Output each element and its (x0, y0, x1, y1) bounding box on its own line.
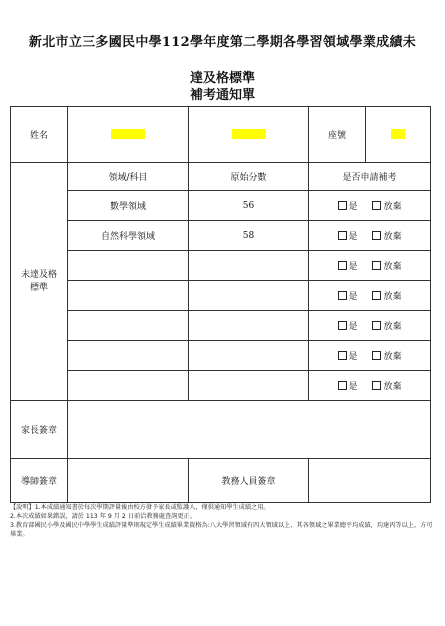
no-option[interactable]: 放棄 (372, 199, 401, 212)
subject-cell (68, 251, 189, 281)
score-cell (189, 311, 309, 341)
no-option[interactable]: 放棄 (372, 349, 401, 362)
apply-cell (309, 191, 431, 221)
note-line-3: 3.教育部國民小學及國民中學學生成績評量準則規定學生成績畢業資格為:八大學習領域有四大領域以上，其各領域之畢業總平均成績，均達丙等以上，方可畢業。 (10, 522, 433, 538)
table-row (11, 341, 431, 371)
checkbox[interactable] (372, 381, 381, 390)
yes-option[interactable]: 是 (338, 259, 358, 272)
col-subject-header: 領域/科目 (68, 163, 189, 191)
title-line-3: 補考通知單 (189, 88, 255, 103)
checkbox[interactable] (372, 231, 381, 240)
subject-cell (68, 371, 189, 401)
apply-cell (309, 371, 431, 401)
apply-cell (309, 251, 431, 281)
table-header-row (11, 163, 431, 191)
student-info-row (11, 107, 431, 163)
subject-cell (68, 341, 189, 371)
table-row (11, 281, 431, 311)
checkbox[interactable] (338, 381, 347, 390)
name-redacted-2 (189, 107, 309, 163)
checkbox[interactable] (372, 291, 381, 300)
subject-cell (68, 281, 189, 311)
redaction-highlight (232, 129, 266, 139)
yes-option[interactable]: 是 (338, 319, 358, 332)
table-row (11, 221, 431, 251)
no-option[interactable]: 放棄 (372, 229, 401, 242)
document-subtitle (20, 70, 425, 104)
checkbox[interactable] (338, 351, 347, 360)
staff-signature-row (11, 459, 431, 503)
seat-label: 座號 (309, 107, 366, 163)
note-line-2: 2.本次成績如果錯誤，請於 113 年 9 月 2 日前洽教務處查詢更正。 (10, 513, 196, 520)
name-label: 姓名 (11, 107, 68, 163)
note-line-1: 【說明】1.本成績通知書於每次學期評量後由校方發予家長或監護人，僅供通知學生成績之用。 (10, 504, 270, 511)
parent-signature-field[interactable] (68, 401, 431, 459)
score-cell (189, 371, 309, 401)
teacher-signature-label: 導師簽章 (11, 459, 68, 503)
staff-signature-label: 教務人員簽章 (189, 459, 309, 503)
apply-cell (309, 341, 431, 371)
subject-cell: 自然科學領域 (68, 221, 189, 251)
checkbox[interactable] (338, 321, 347, 330)
no-option[interactable]: 放棄 (372, 379, 401, 392)
col-score-header: 原始分數 (189, 163, 309, 191)
score-cell (189, 251, 309, 281)
checkbox[interactable] (372, 201, 381, 210)
parent-signature-row (11, 401, 431, 459)
seat-redacted (366, 107, 431, 163)
checkbox[interactable] (338, 231, 347, 240)
table-row (11, 311, 431, 341)
col-apply-header: 是否申請補考 (309, 163, 431, 191)
table-row (11, 191, 431, 221)
parent-signature-label: 家長簽章 (11, 401, 68, 459)
no-option[interactable]: 放棄 (372, 289, 401, 302)
explanation-notes (10, 503, 434, 539)
title-line-1: 新北市立三多國民中學112學年度第二學期各學習領域學業成績未 (28, 35, 417, 50)
checkbox[interactable] (372, 321, 381, 330)
subject-cell (68, 311, 189, 341)
title-line-2: 達及格標準 (189, 71, 255, 86)
yes-option[interactable]: 是 (338, 349, 358, 362)
checkbox[interactable] (338, 291, 347, 300)
staff-signature-field[interactable] (309, 459, 431, 503)
score-cell (189, 281, 309, 311)
section-label: 未達及格標準 (21, 269, 58, 293)
redaction-highlight (111, 129, 145, 139)
apply-cell (309, 311, 431, 341)
yes-option[interactable]: 是 (338, 229, 358, 242)
checkbox[interactable] (372, 261, 381, 270)
checkbox[interactable] (338, 201, 347, 210)
score-cell: 58 (189, 221, 309, 251)
yes-option[interactable]: 是 (338, 379, 358, 392)
score-cell (189, 341, 309, 371)
yes-option[interactable]: 是 (338, 289, 358, 302)
document-title (20, 34, 425, 51)
yes-option[interactable]: 是 (338, 199, 358, 212)
teacher-signature-field[interactable] (68, 459, 189, 503)
table-row (11, 371, 431, 401)
no-option[interactable]: 放棄 (372, 259, 401, 272)
name-redacted-1 (68, 107, 189, 163)
table-row (11, 251, 431, 281)
grade-form-table (10, 106, 431, 503)
no-option[interactable]: 放棄 (372, 319, 401, 332)
checkbox[interactable] (372, 351, 381, 360)
section-label-cell (11, 163, 68, 401)
apply-cell (309, 221, 431, 251)
subject-cell: 數學領域 (68, 191, 189, 221)
apply-cell (309, 281, 431, 311)
score-cell: 56 (189, 191, 309, 221)
redaction-highlight (391, 129, 405, 139)
checkbox[interactable] (338, 261, 347, 270)
